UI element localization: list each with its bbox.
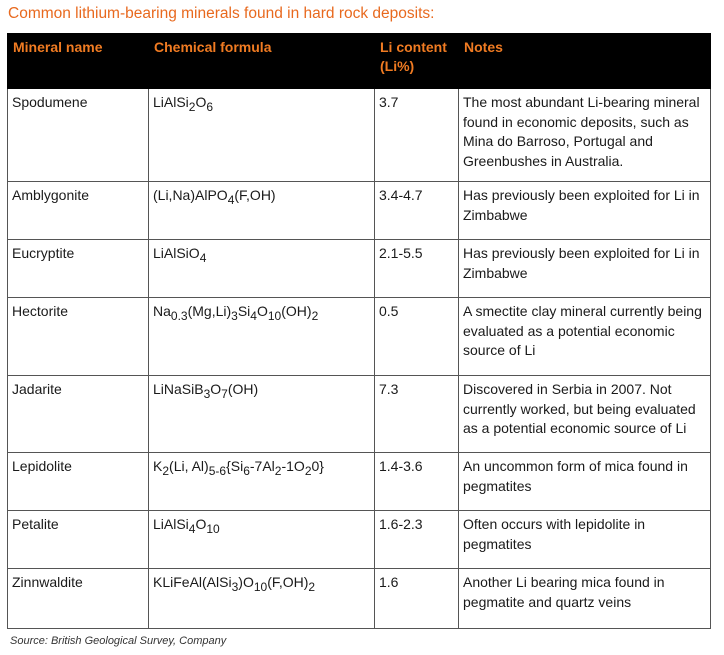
mineral-name-cell: Amblygonite [8, 182, 149, 240]
chemical-formula-cell: $Na_{0.3}(Mg,Li)_3Si_4O_{10}(OH)_2$ [149, 298, 375, 376]
chemical-formula-cell: $LiNaSiB_3O_7(OH)$ [149, 376, 375, 453]
mineral-name-cell: Lepidolite [8, 453, 149, 511]
li-content-cell: 1.6-2.3 [375, 511, 459, 569]
notes-cell: The most abundant Li-bearing mineral found in economic deposits, such as Mina do Barroso, Portugal and Greenbushes in Australia. [459, 89, 711, 182]
notes-cell: Another Li bearing mica found in pegmatite and quartz veins [459, 569, 711, 629]
li-content-cell: 3.7 [375, 89, 459, 182]
minerals-table [7, 33, 711, 629]
header-mineral-name: Mineral name [8, 34, 149, 89]
mineral-name-cell: Jadarite [8, 376, 149, 453]
mineral-name-cell: Spodumene [8, 89, 149, 182]
table-title: Common lithium-bearing minerals found in hard rock deposits: [8, 5, 435, 22]
chemical-formula-cell: $KLiFeAl(AlSi_3)O_{10}(F,OH)_2$ [149, 569, 375, 629]
chemical-formula-cell: $LiAlSi_4O_{10}$ [149, 511, 375, 569]
table-row [8, 569, 711, 629]
chemical-formula-cell: $LiAlSi_2O_6$ [149, 89, 375, 182]
table-row [8, 240, 711, 298]
notes-cell: Has previously been exploited for Li in Zimbabwe [459, 240, 711, 298]
li-content-cell: 3.4-4.7 [375, 182, 459, 240]
table-row [8, 453, 711, 511]
notes-cell: A smectite clay mineral currently being evaluated as a potential economic source of Li [459, 298, 711, 376]
table-row [8, 182, 711, 240]
header-li-content: Li content (Li%) [375, 34, 459, 89]
table-row [8, 511, 711, 569]
header-chemical-formula: Chemical formula [149, 34, 375, 89]
li-content-cell: 1.6 [375, 569, 459, 629]
mineral-name-cell: Zinnwaldite [8, 569, 149, 629]
mineral-name-cell: Petalite [8, 511, 149, 569]
table-row [8, 89, 711, 182]
li-content-cell: 0.5 [375, 298, 459, 376]
notes-cell: An uncommon form of mica found in pegmatites [459, 453, 711, 511]
mineral-name-cell: Eucryptite [8, 240, 149, 298]
li-content-cell: 7.3 [375, 376, 459, 453]
source-note: Source: British Geological Survey, Company [10, 635, 227, 647]
table-row [8, 298, 711, 376]
chemical-formula-cell: $K_2(Li$, $Al)_{5-6}\{Si_6-7Al_2-1O_20\}$ [149, 453, 375, 511]
chemical-formula-cell: (Li,Na)AlPO$_4$(F,OH) [149, 182, 375, 240]
notes-cell: Has previously been exploited for Li in Zimbabwe [459, 182, 711, 240]
notes-cell: Often occurs with lepidolite in pegmatites [459, 511, 711, 569]
notes-cell: Discovered in Serbia in 2007. Not currently worked, but being evaluated as a potential economic source of Li [459, 376, 711, 453]
li-content-cell: 1.4-3.6 [375, 453, 459, 511]
li-content-cell: 2.1-5.5 [375, 240, 459, 298]
table-row [8, 376, 711, 453]
header-notes: Notes [459, 34, 711, 89]
table-header-row [8, 34, 711, 89]
chemical-formula-cell: LiAlSiO$_4$ [149, 240, 375, 298]
mineral-name-cell: Hectorite [8, 298, 149, 376]
